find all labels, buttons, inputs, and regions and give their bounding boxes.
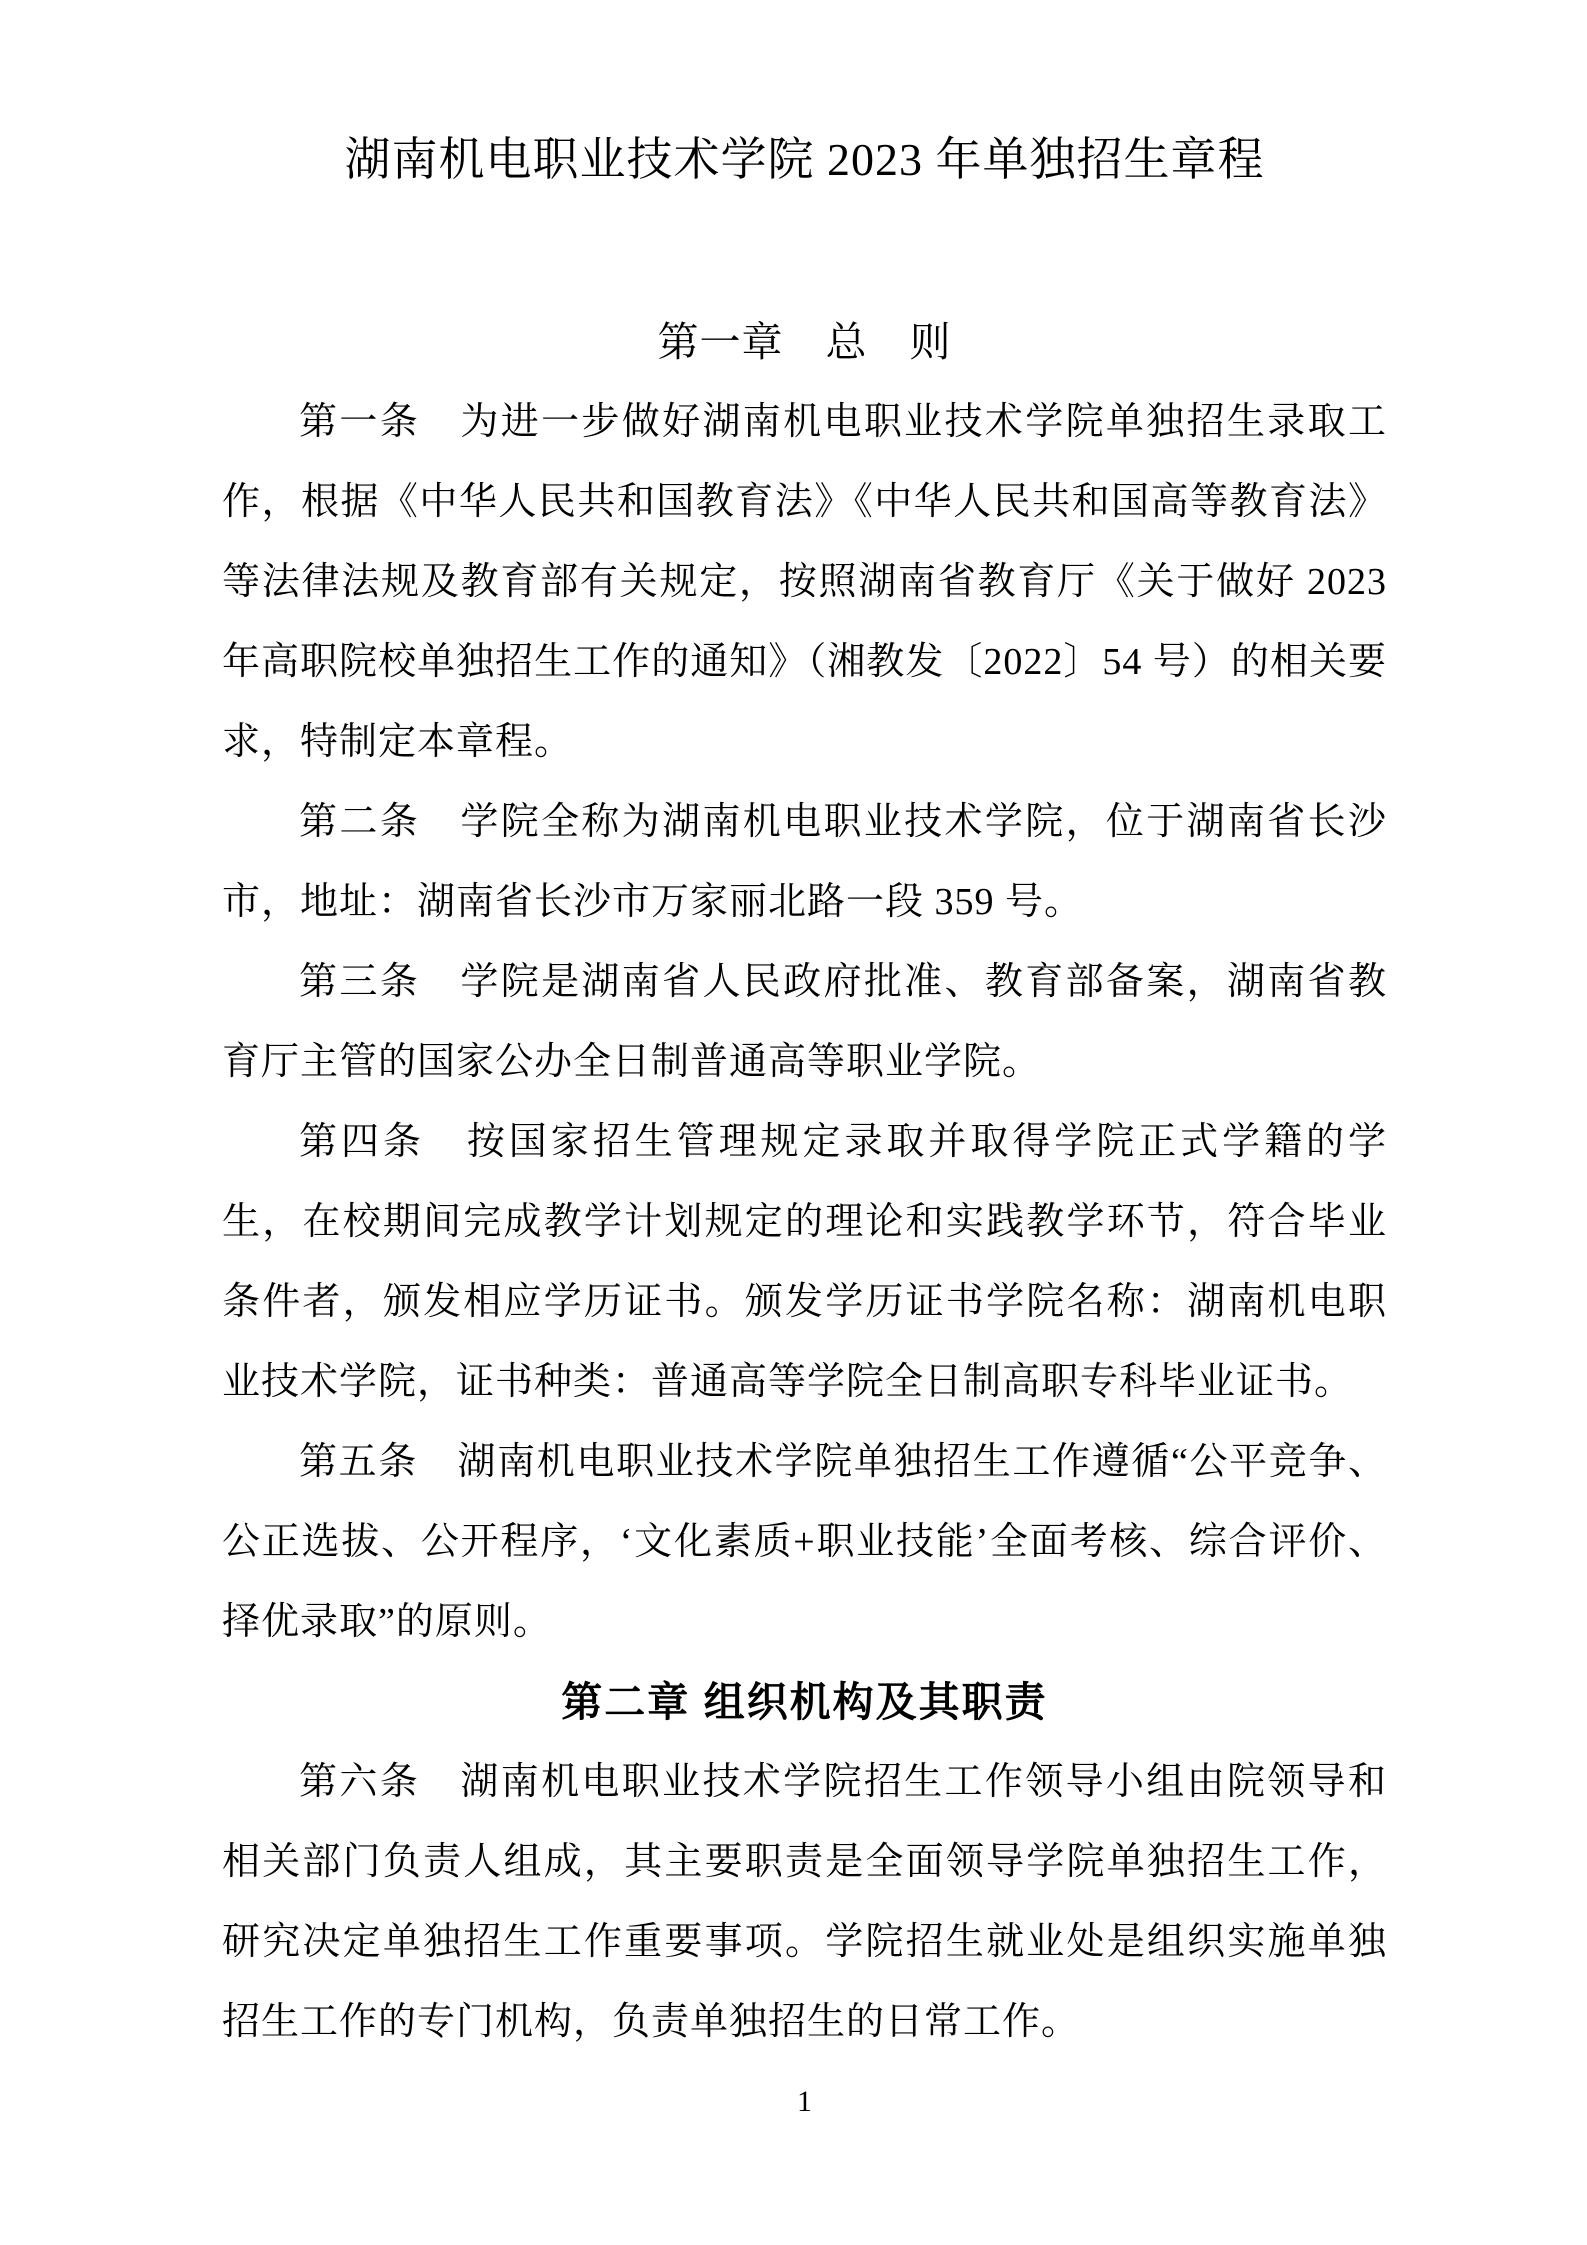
chapter-2-heading: 第二章 组织机构及其职责 [561, 1679, 1048, 1725]
paragraph-article-5: 第五条 湖南机电职业技术学院单独招生工作遵循“公平竞争、公正选拔、公开程序，‘文化素质+职业技能’全面考核、综合评价、择优录取”的原则。 [222, 1441, 1387, 1643]
paragraph-article-6: 第六条 湖南机电职业技术学院招生工作领导小组由院领导和相关部门负责人组成，其主要职责是全面领导学院单独招生工作，研究决定单独招生工作重要事项。学院招生就业处是组织实施单独招生工作的专门机构，负责单独招生的日常工作。 [222, 1761, 1387, 2043]
paragraph-article-1: 第一条 为进一步做好湖南机电职业技术学院单独招生录取工作，根据《中华人民共和国教育法》《中华人民共和国高等教育法》等法律法规及教育部有关规定，按照湖南省教育厅《关于做好 2023 年高职院校单独招生工作的通知》（湘教发〔2022〕54 号）的相关要求，特制定本章程。 [222, 401, 1387, 763]
page-number: 1 [797, 2085, 812, 2118]
chapter-1-heading: 第一章 总 则 [657, 319, 952, 365]
paragraph-article-4: 第四条 按国家招生管理规定录取并取得学院正式学籍的学生，在校期间完成教学计划规定的理论和实践教学环节，符合毕业条件者，颁发相应学历证书。颁发学历证书学院名称：湖南机电职业技术学院，证书种类：普通高等学院全日制高职专科毕业证书。 [222, 1121, 1387, 1403]
document-title: 湖南机电职业技术学院 2023 年单独招生章程 [344, 134, 1265, 185]
paragraph-article-2: 第二条 学院全称为湖南机电职业技术学院，位于湖南省长沙市，地址：湖南省长沙市万家丽北路一段 359 号。 [222, 801, 1387, 923]
chapter-2-section [222, 1662, 1387, 2062]
paragraph-article-3: 第三条 学院是湖南省人民政府批准、教育部备案，湖南省教育厅主管的国家公办全日制普通高等职业学院。 [222, 961, 1387, 1083]
chapter-1-section [222, 302, 1387, 1662]
